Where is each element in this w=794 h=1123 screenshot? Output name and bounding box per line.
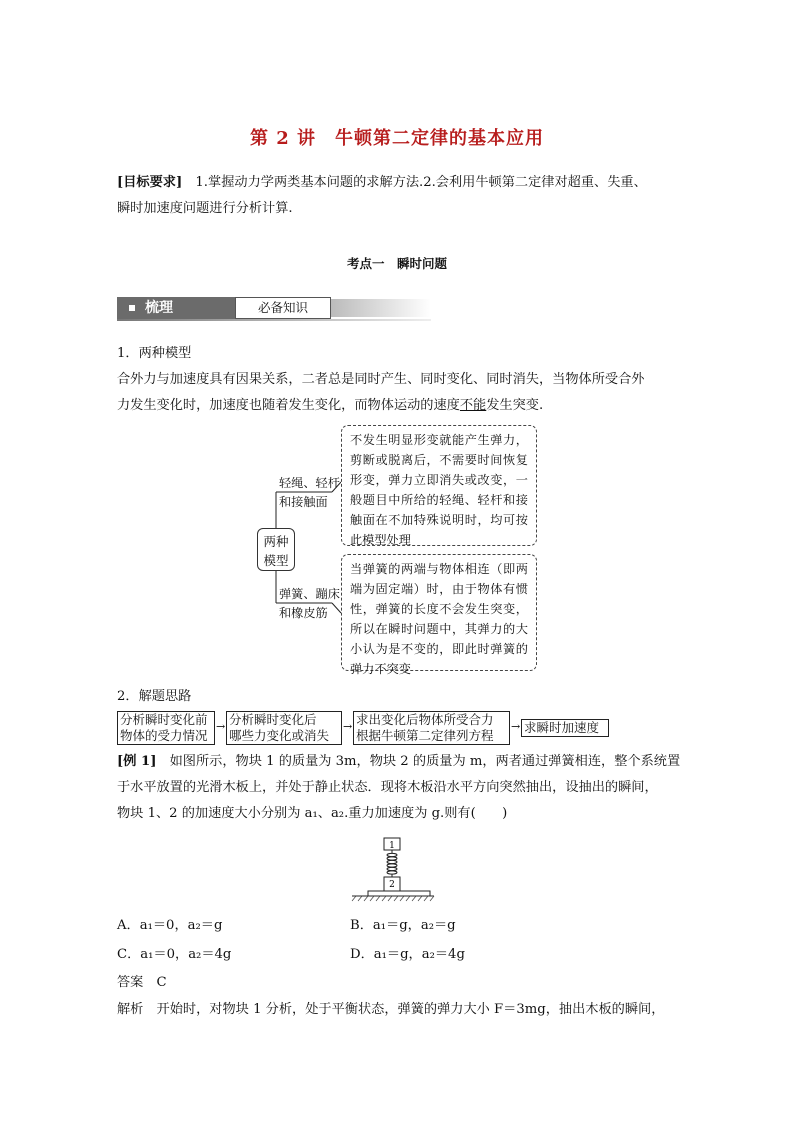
block2-label: 2 (389, 880, 395, 890)
flow-step3-line2: 根据牛顿第二定律列方程 (356, 728, 494, 743)
flow-step3-line1: 求出变化后物体所受合力 (356, 712, 494, 727)
flow-step2-line2: 哪些力变化或消失 (229, 728, 330, 743)
flow-arrow-1: → (216, 720, 226, 733)
spring-blocks-figure (340, 832, 440, 904)
example-line2: 于水平放置的光滑木板上，并处于静止状态．现将木板沿水平方向突然抽出，设抽出的瞬间， (117, 780, 658, 795)
option-d: D．a₁＝g，a₂＝4g (350, 947, 465, 962)
option-a: A．a₁＝0，a₂＝g (117, 918, 223, 933)
analysis-line: 解析 开始时，对物块 1 分析，处于平衡状态，弹簧的弹力大小 F＝3mg，抽出木板的瞬间， (117, 1002, 665, 1017)
block1-label: 1 (389, 841, 395, 851)
answer-line: 答案 C (117, 975, 167, 990)
branch2-line1: 弹簧、蹦床 (279, 587, 340, 601)
sec1-line1: 合外力与加速度具有因果关系，二者总是同时产生、同时变化、同时消失，当物体所受合外 (117, 372, 645, 387)
bar-left-label: 梳理 (145, 300, 173, 316)
example-line1: 如图所示，物块 1 的质量为 3m，物块 2 的质量为 m，两者通过弹簧相连，整个系统置 (156, 754, 681, 769)
option-b: B．a₁＝g，a₂＝g (350, 918, 456, 933)
sec2-heading: 2．解题思路 (117, 689, 192, 704)
flow-step3 (353, 711, 510, 745)
flow-step1-line1: 分析瞬时变化前 (120, 712, 208, 727)
objective-line2: 瞬时加速度问题进行分析计算. (117, 201, 293, 216)
example-tag: [例 1] (117, 754, 157, 769)
sec1-heading: 1．两种模型 (117, 346, 192, 361)
branch1-label (279, 474, 340, 512)
model2-box: 当弹簧的两端与物体相连（即两端为固定端）时，由于物体有惯性，弹簧的长度不会发生突变，所以在瞬时问题中，其弹力的大小认为是不变的，即此时弹簧的弹力不突变 (341, 554, 537, 671)
spring-icon (387, 850, 397, 877)
example-block (117, 749, 682, 827)
flow-arrow-3: → (511, 720, 521, 733)
branch2-line2: 和橡皮筋 (279, 606, 328, 620)
flow-step2-line1: 分析瞬时变化后 (229, 712, 317, 727)
flow-step1 (117, 711, 215, 745)
center-node-line2: 模型 (263, 553, 289, 568)
flow-step4: 求瞬时加速度 (521, 719, 609, 737)
ground-hatching (352, 896, 434, 901)
flow-arrow-2: → (343, 720, 353, 733)
sec1-line2b: 发生突变. (486, 398, 544, 413)
branch2-label (279, 585, 340, 623)
sec1-line2a: 力发生变化时，加速度也随着发生变化，而物体运动的速度 (117, 398, 460, 413)
option-c: C．a₁＝0，a₂＝4g (117, 947, 232, 962)
flow-step2 (226, 711, 342, 745)
objective-tag: [目标要求] (117, 175, 183, 190)
board-shape (368, 891, 430, 896)
center-node (257, 528, 295, 571)
example-line3: 物块 1、2 的加速度大小分别为 a₁、a₂.重力加速度为 g.则有( ) (117, 806, 508, 821)
page-title: 第 2 讲 牛顿第二定律的基本应用 (249, 128, 545, 149)
model1-box: 不发生明显形变就能产生弹力，剪断或脱离后，不需要时间恢复形变，弹力立即消失或改变，一般题目中所给的轻绳、轻杆和接触面在不加特殊说明时，均可按此模型处理 (341, 425, 537, 546)
center-node-line1: 两种 (263, 534, 289, 549)
objective-line1: 1.掌握动力学两类基本问题的求解方法.2.会利用牛顿第二定律对超重、失重、 (182, 175, 647, 190)
flow-step1-line2: 物体的受力情况 (120, 728, 208, 743)
branch1-line2: 和接触面 (279, 495, 328, 509)
bar-right-label: 必备知识 (235, 297, 331, 319)
section-heading: 考点一 瞬时问题 (346, 256, 447, 271)
sec1-line2-underlined: 不能 (459, 398, 487, 413)
branch1-line1: 轻绳、轻杆 (279, 476, 340, 490)
